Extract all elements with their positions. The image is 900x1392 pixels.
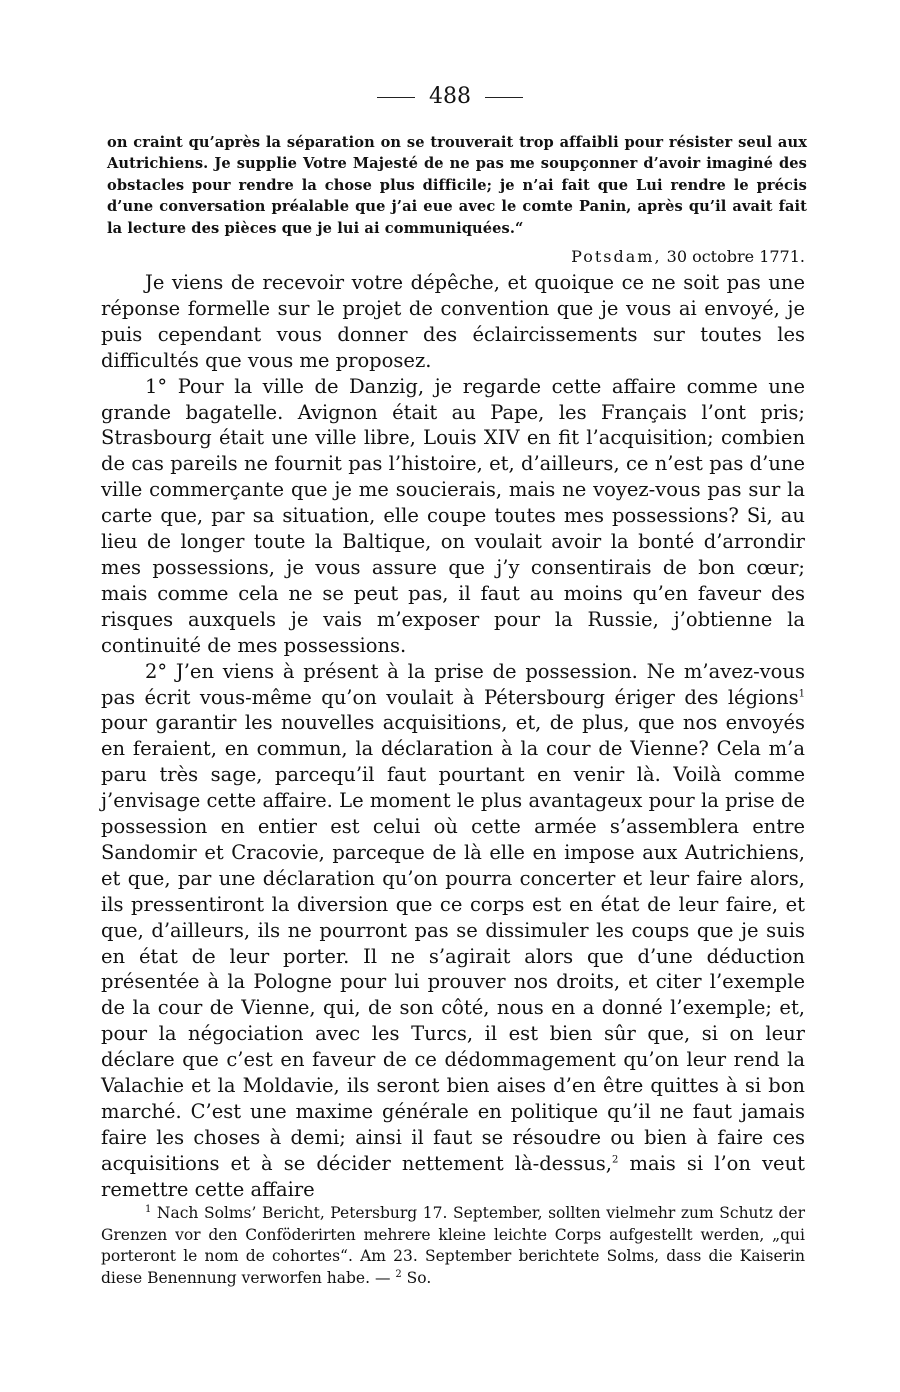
footnote-ref-2: 2 [612,1154,619,1166]
header-right-rule [485,97,523,98]
footnote-1-text: Nach Solms’ Bericht, Petersburg 17. September, sollten vielmehr zum Schutz der Grenzen vor den Conföderirten mehrere kleine leichte Corps aufgestellt werden, „qui porteront le nom de cohortes“. Am 23. September berichtete Solms, dass die Kaiserin diese Benennung verworfen habe. — [101,1204,805,1287]
footnotes [101,1203,805,1289]
paragraph-3-part-a: 2° J’en viens à présent à la prise de possession. Ne m’avez-vous pas écrit vous-même qu’on voulait à Pétersbourg ériger des légions [101,659,805,709]
dateline-place: Potsdam, [571,247,662,266]
paragraph-1: Je viens de recevoir votre dépêche, et quoique ce ne soit pas une réponse formelle sur le projet de convention que je vous ai envoyé, je puis cependant vous donner des éclaircissements sur toutes les difficultés que vous me proposez. [101,271,805,372]
footnote-2-text: So. [401,1268,432,1287]
footnote-2-mark: 2 [395,1268,402,1280]
page-number: 488 [429,84,471,109]
main-text [101,270,805,1203]
dateline [420,246,805,268]
dateline-date: 30 octobre 1771. [666,247,805,266]
header-left-rule [377,97,415,98]
footnote-block [101,1203,805,1289]
page-header [0,84,900,110]
paragraph-3 [101,659,805,1203]
quoted-letter-excerpt: on craint qu’après la séparation on se trouverait trop affaibli pour résister seul aux Autrichiens. Je supplie Votre Majesté de ne pas me soupçonner d’avoir imaginé des obstacles pour rendre la chose plus difficile; je n’ai fait que Lui rendre le précis d’une conversation préalable que j’ai eue avec le comte Panin, après qu’il avait fait la lecture des pièces que je lui ai communiquées.“ [107,134,807,237]
paragraph-3-part-c: mais si l’on veut remettre cette affaire [101,1151,805,1201]
footnote-ref-1: 1 [798,688,805,699]
paragraph-2: 1° Pour la ville de Danzig, je regarde cette affaire comme une grande bagatelle. Avignon était au Pape, les Français l’ont pris; Strasbourg était une ville libre, Louis XIV en fit l’acquisition; combien de cas pareils ne fournit pas l’histoire, et, d’ailleurs, ce n’est pas d’une ville commerçante que je me soucierais, mais ne voyez-vous pas sur la carte que, par sa situation, elle coupe toutes mes possessions? Si, au lieu de longer toute la Baltique, on voulait avoir la bonté d’arrondir mes possessions, je vous assure que j’y consentirais de bon cœur; mais comme cela ne se peut pas, il faut au moins qu’en faveur des risques auxquels je vais m’exposer pour la Russie, j’obtienne la continuité de mes possessions. [101,374,805,657]
paragraph-3-part-b: pour garantir les nouvelles acquisitions, et, de plus, que nos envoyés en feraient, en commun, la déclaration à la cour de Vienne? Cela m’a paru très sage, parcequ’il faut pourtant en venir là. Voilà comme j’envisage cette affaire. Le moment le plus avantageux pour la prise de possession en entier est celui où cette armée s’assemblera entre Sandomir et Cracovie, parceque de là elle en impose aux Autrichiens, et que, par une déclaration qu’on pourra concerter et leur faire alors, ils pressentiront la diversion que ce corps est en état de leur faire, et que, d’ailleurs, ils ne pourront pas se dissimuler les coups que je suis en état de leur porter. Il ne s’agirait alors que d’une déduction présentée à la Pologne pour lui prouver nos droits, et citer l’exemple de la cour de Vienne, qui, de son côté, nous en a donné l’exemple; et, pour la négociation avec les Turcs, il est bien sûr que, si on leur déclare que c’est en faveur de ce dédommagement qu’on leur rend la Valachie et la Moldavie, ils seront bien aises d’en être quittes à si bon marché. C’est une maxime générale en politique qu’il ne faut jamais faire les choses à demi; ainsi il faut se résoudre ou bien à faire ces acquisitions et à se décider nettement là-dessus, [101,711,805,1175]
footnote-1-mark: 1 [145,1203,152,1215]
